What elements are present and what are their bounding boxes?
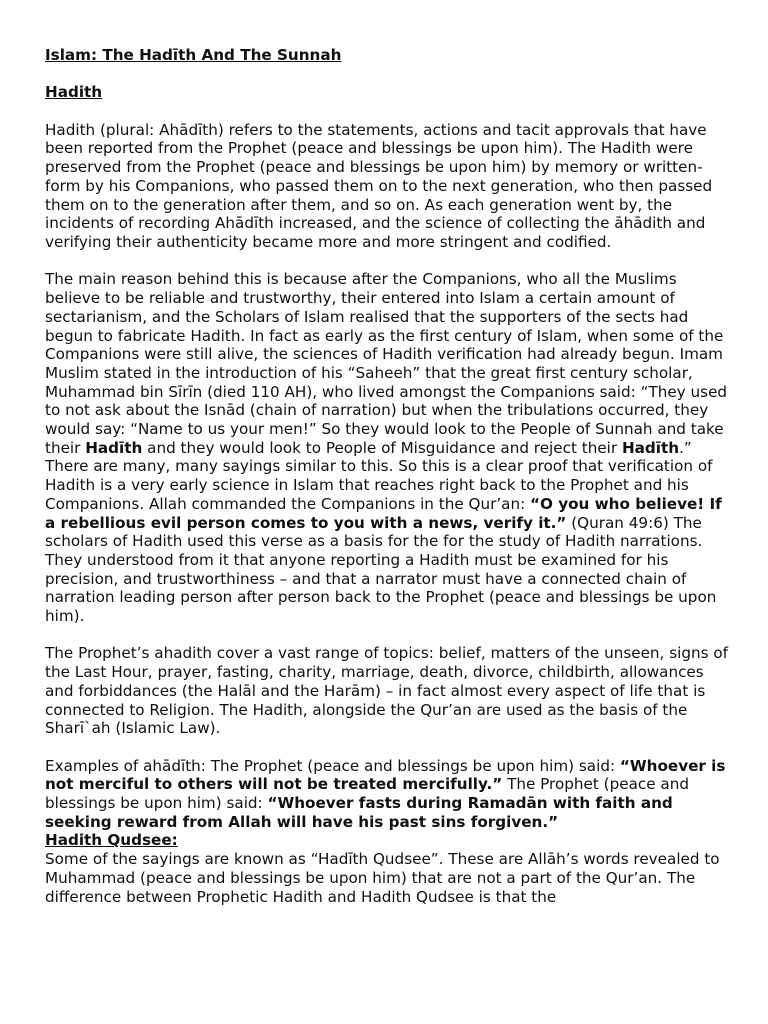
text-run: and they would look to People of Misguidance and reject their [142,438,622,457]
section-heading-hadith-qudsee: Hadith Qudsee: [45,831,178,850]
bold-text: Hadīth [85,438,143,457]
document-page [45,46,735,906]
bold-text: Hadīth [621,438,680,457]
paragraph-examples [45,757,735,832]
hadith-quote: “Whoever is not merciful to others will not be treated mercifully.” [45,756,726,794]
document-title: Islam: The Hadīth And The Sunnah [45,46,342,64]
text-run: Examples of ahādīth: The Prophet (peace and blessings be upon him) said: [45,756,620,775]
text-run: The main reason behind this is because after the Companions, who all the Muslims believe to be reliable and trustworthy, their entered into Islam a certain amount of sectarianism, and the Scholars of Islam realised that the supporters of the sects had begun to fabricate Hadith. In fact as early as the first century of Islam, when some of the Companions were still alive, the sciences of Hadith verification had already begun. Imam Muslim stated in the introduction of his “Saheeh” that the great first century scholar, Muhammad bin Sīrīn (died 110 AH), who lived amongst the Companions said: “They used to not ask about the Isnād (chain of narration) but when the tribulations occurred, they would say: “Name to us your men!” So they would look to the People of Sunnah and take their [45,270,728,457]
paragraph-hadith-definition: Hadith (plural: Ahādīth) refers to the statements, actions and tacit approvals that have been reported from the Prophet (peace and blessings be upon him). The Hadith were preserved from the Prophet (peace and blessings be upon him) by memory or written-form by his Companions, who passed them on to the next generation, who then passed them on to the generation after them, and so on. As each generation went by, the incidents of recording Ahādīth increased, and the science of collecting the āhādith and verifying their authenticity became more and more stringent and codified. [45,120,713,251]
text-run: .” There are many, many sayings similar to this. So this is a clear proof that verification of Hadith is a very early science in Islam that reaches right back to the Prophet and his Companions. Allah commanded the Companions in the Qur’an: [45,438,713,513]
text-run: (Quran 49:6) The scholars of Hadith used this verse as a basis for the for the study of Hadith narrations. They understood from it that anyone reporting a Hadith must be examined for his precision, and trustworthiness – and that a narrator must have a connected chain of narration leading person after person back to the Prophet (peace and blessings be upon him). [45,513,717,626]
paragraph-hadith-qudsee: Some of the sayings are known as “Hadīth Qudsee”. These are Allāh’s words revealed to Muhammad (peace and blessings be upon him) that are not a part of the Qur’an. The difference between Prophetic Hadith and Hadith Qudsee is that the [45,850,720,906]
section-heading-hadith: Hadith [45,83,103,102]
quran-quote: “O you who believe! If a rebellious evil person comes to you with a news, verify it.” [45,494,722,532]
paragraph-topics: The Prophet’s ahadith cover a vast range of topics: belief, matters of the unseen, signs of the Last Hour, prayer, fasting, charity, marriage, death, divorce, childbirth, allowances and forbiddances (the Halāl and the Harām) – in fact almost every aspect of life that is connected to Religion. The Hadith, alongside the Qur’an are used as the basis of the Sharī`ah (Islamic Law). [45,644,728,738]
text-run: The Prophet (peace and blessings be upon him) said: [45,775,689,813]
hadith-quote: “Whoever fasts during Ramadān with faith and seeking reward from Allah will have his past sins forgiven.” [45,794,673,831]
paragraph-verification [45,270,735,625]
